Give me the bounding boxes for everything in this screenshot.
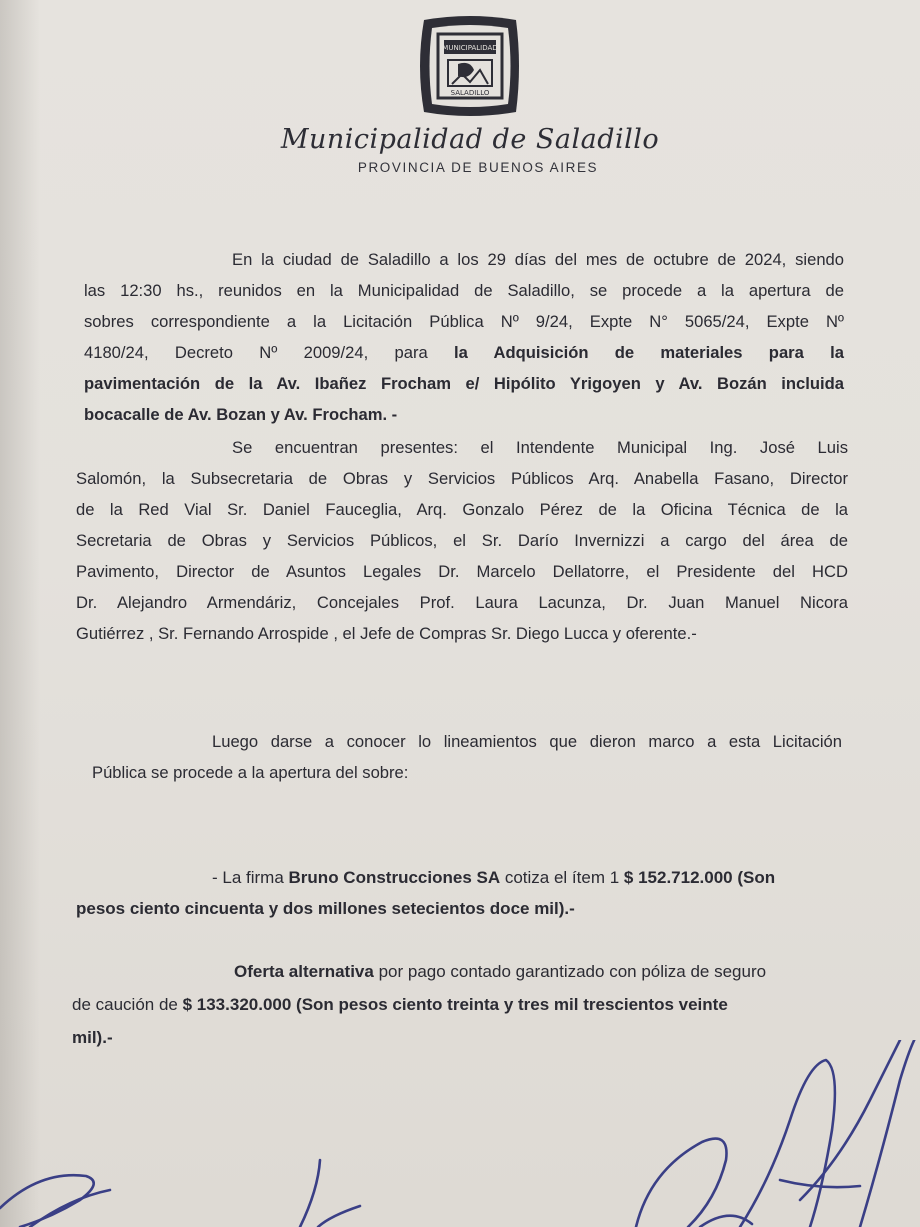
p1-line-text: 4180/24, Decreto Nº 2009/24, para [84,343,428,362]
signature-stroke [636,1139,727,1227]
alt-amount: $ 133.320.000 (Son pesos ciento treinta y tres mil trescientos veinte [182,995,728,1014]
alt-line [72,988,862,1021]
p2-line: Salomón, la Subsecretaria de Obras y Servicios Públicos Arq. Anabella Fasano, Director [76,469,848,488]
p2-line: Pavimento, Director de Asuntos Legales Dr. Marcelo Dellatorre, el Presidente del HCD [76,562,848,581]
paragraph-attendees [76,432,848,649]
alt-line [72,955,862,988]
offer-line [76,893,854,924]
alt-amount-end: mil).- [72,1028,113,1047]
signature-stroke [800,1040,900,1200]
p2-line: de la Red Vial Sr. Daniel Fauceglia, Arq. Gonzalo Pérez de la Oficina Técnica de la [76,500,848,519]
p1-line: sobres correspondiente a la Licitación Pública Nº 9/24, Expte N° 5065/24, Expte Nº [84,312,844,331]
signature-stroke [318,1206,360,1227]
offer-prefix: - La firma [212,868,289,887]
paragraph-opening-envelope [92,726,842,788]
signature-stroke [0,1175,94,1227]
offer-firm: Bruno Construcciones SA [288,868,501,887]
signature-stroke [30,1190,110,1227]
p1-line: las 12:30 hs., reunidos en la Municipalidad de Saladillo, se procede a la apertura de [84,281,844,300]
offer-middle: cotiza el ítem 1 [500,868,624,887]
p2-line: Se encuentran presentes: el Intendente Municipal Ing. José Luis [232,438,848,457]
p2-line: Secretaria de Obras y Servicios Públicos, el Sr. Darío Invernizzi a cargo del área de [76,531,848,550]
seal-text-bottom: SALADILLO [450,89,490,97]
alt-text: de caución de [72,995,183,1014]
offer-amount: $ 152.712.000 (Son [623,868,776,887]
offer-item [76,862,854,924]
alt-text: por pago contado garantizado con póliza de seguro [373,962,767,981]
p2-line: Gutiérrez , Sr. Fernando Arrospide , el Jefe de Compras Sr. Diego Lucca y oferente.- [76,624,697,643]
municipal-seal-icon [418,14,522,118]
offer-line [76,862,854,893]
municipality-name: Municipalidad de Saladillo [280,124,660,155]
signature-stroke [860,1040,920,1227]
p1-bold-subject: la Adquisición de materiales para la [454,343,844,362]
p1-line: En la ciudad de Saladillo a los 29 días del mes de octubre de 2024, siendo [232,250,844,269]
signature-stroke [740,1060,835,1227]
seal-text-top: MUNICIPALIDAD [442,44,498,52]
p1-line [84,368,844,399]
signature-stroke [300,1160,320,1227]
signature-stroke [780,1180,860,1187]
alt-label: Oferta alternativa [234,962,374,981]
p1-line [84,399,844,430]
province-name: PROVINCIA DE BUENOS AIRES [357,160,599,175]
p2-line: Dr. Alejandro Armendáriz, Concejales Prof. Laura Lacunza, Dr. Juan Manuel Nicora [76,593,848,612]
handwritten-signatures [0,1040,920,1227]
offer-amount-words: pesos ciento cincuenta y dos millones setecientos doce mil).- [76,899,575,918]
p3-line: Luego darse a conocer lo lineamientos que dieron marco a esta Licitación [212,732,842,751]
p3-line: Pública se procede a la apertura del sobre: [92,763,409,782]
paragraph-opening [84,244,844,430]
p1-bold-subject: pavimentación de la Av. Ibañez Frocham e/ Hipólito Yrigoyen y Av. Bozán incluida [84,374,844,393]
p1-bold-subject: bocacalle de Av. Bozan y Av. Frocham. - [84,405,398,424]
p1-line [84,337,844,368]
